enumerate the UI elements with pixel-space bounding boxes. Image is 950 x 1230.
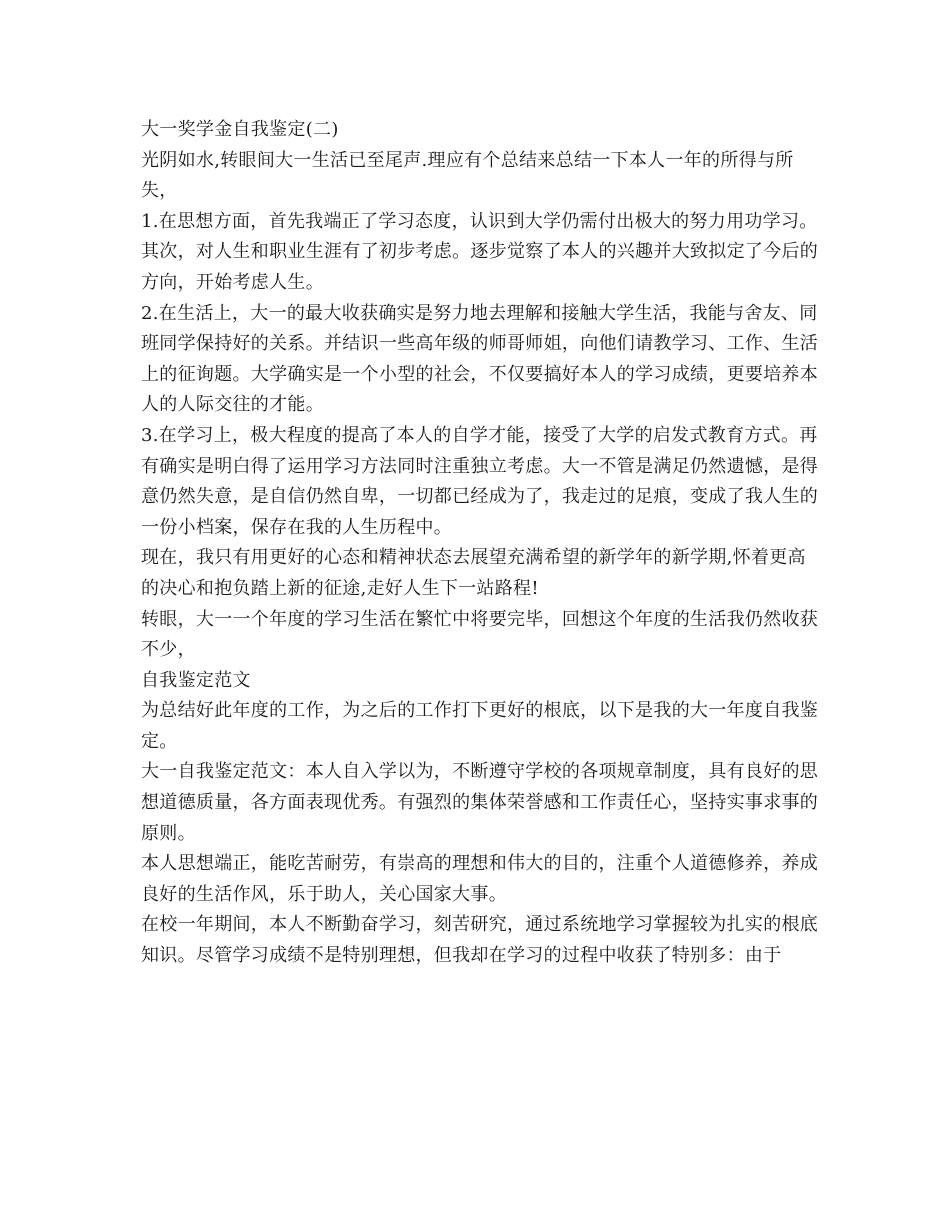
paragraph-learning: 在校一年期间，本人不断勤奋学习，刻苦研究，通过系统地学习掌握较为扎实的根底知识。尽管学习成绩不是特别理想，但我却在学习的过程中收获了特别多：由于 <box>141 914 819 967</box>
paragraph-intro: 光阴如水,转眼间大一生活已至尾声.理应有个总结来总结一下本人一年的所得与所失， <box>141 149 794 202</box>
document-body <box>141 115 821 972</box>
paragraph-character: 本人思想端正，能吃苦耐劳，有崇高的理想和伟大的目的，注重个人道德修养，养成良好的生活作风，乐于助人，关心国家大事。 <box>141 853 819 905</box>
paragraph-study: 3.在学习上，极大程度的提高了本人的自学才能，接受了大学的启发式教育方式。再有确实是明白得了运用学习方法同时注重独立考虑。大一不管是满足仍然遗憾，是得意仍然失意，是自信仍然自卑，一切都已经成为了，我走过的足痕，变成了我人生的一份小档案，保存在我的人生历程中。 <box>141 424 819 538</box>
paragraph-life: 2.在生活上，大一的最大收获确实是努力地去理解和接触大学生活，我能与舍友、同班同学保持好的关系。并结识一些高年级的师哥师姐，向他们请教学习、工作、生活上的征询题。大学确实是一个小型的社会，不仅要搞好本人的学习成绩，更要培养本人的人际交往的才能。 <box>141 302 819 416</box>
paragraph-review: 转眼，大一一个年度的学习生活在繁忙中将要完毕，回想这个年度的生活我仍然收获不少， <box>141 608 819 661</box>
section-heading: 自我鉴定范文 <box>141 669 251 691</box>
paragraph-sample: 大一自我鉴定范文：本人自入学以为，不断遵守学校的各项规章制度，具有良好的思想道德质量，各方面表现优秀。有强烈的集体荣誉感和工作责任心，坚持实事求事的原则。 <box>141 761 819 844</box>
document-title: 大一奖学金自我鉴定(二) <box>141 119 339 140</box>
paragraph-thought: 1.在思想方面，首先我端正了学习态度，认识到大学仍需付出极大的努力用功学习。其次，对人生和职业生涯有了初步考虑。逐步觉察了本人的兴趣并大致拟定了今后的方向，开始考虑人生。 <box>141 210 819 293</box>
paragraph-outlook: 现在，我只有用更好的心态和精神状态去展望充满希望的新学年的新学期,怀着更高的决心和抱负踏上新的征途,走好人生下一站路程! <box>141 547 806 599</box>
paragraph-purpose: 为总结好此年度的工作，为之后的工作打下更好的根底，以下是我的大一年度自我鉴定。 <box>141 700 819 752</box>
